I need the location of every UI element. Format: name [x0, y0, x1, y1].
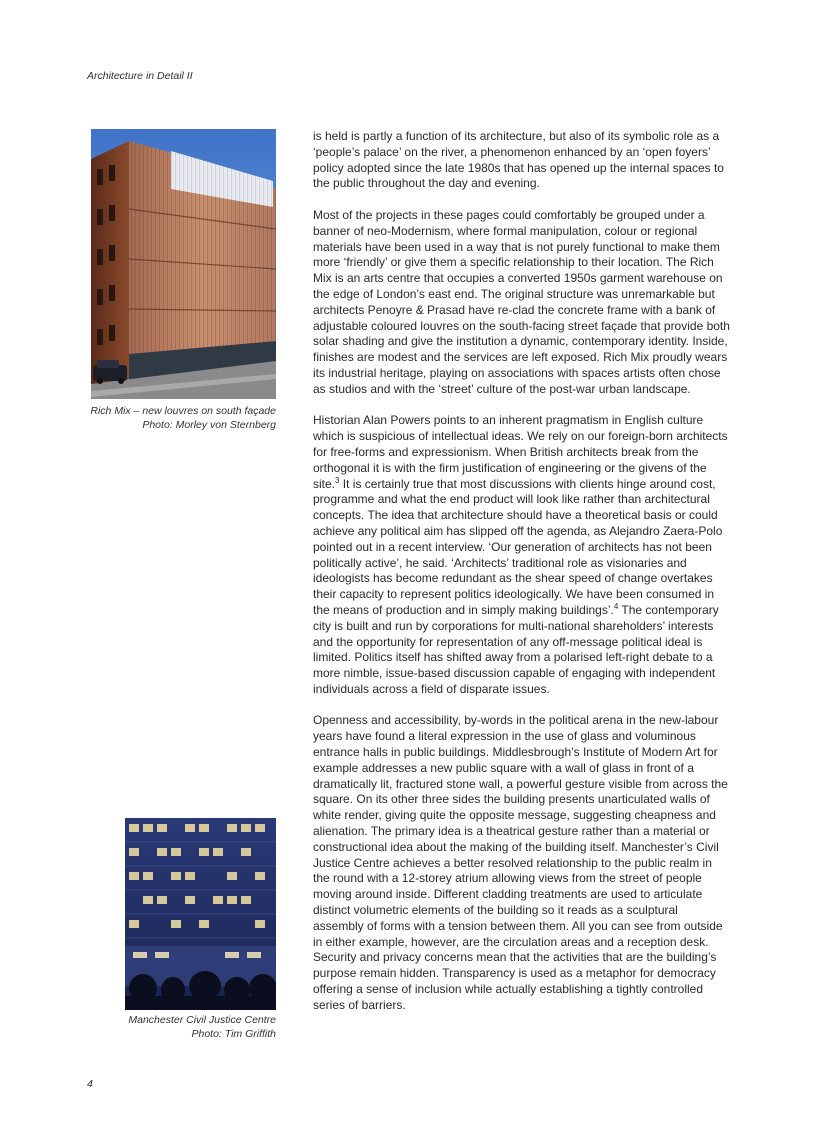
civil-justice-centre-caption — [76, 1013, 276, 1041]
body-text — [313, 129, 731, 1014]
caption-credit: Photo: Tim Griffith — [191, 1028, 276, 1040]
page-number: 4 — [87, 1078, 93, 1090]
rich-mix-photo — [91, 129, 276, 399]
footnote-marker: 4 — [613, 601, 619, 611]
rich-mix-caption — [76, 404, 276, 432]
caption-credit: Photo: Morley von Sternberg — [142, 419, 276, 431]
paragraph: Openness and accessibility, by-words in the political arena in the new-labour years have found a literal expression in the use of glass and voluminous entrance halls in public buildings. Middlesbrough’s Institute of Modern Art for example addresses a new public square with a wall of glass in front of a dramatically lit, fractured stone wall, a powerful gesture visible from across the square. On its other three sides the building presents unarticulated walls of white render, giving quite the opposite message, suggesting cheapness and alienation. The primary idea is a theatrical gesture rather than a material or constructional idea about the making of the building itself. Manchester’s Civil Justice Centre achieves a better resolved relationship to the public realm in the round with a 12-storey atrium allowing views from the street of people moving around inside. Different cladding treatments are used to articulate distinct volumetric elements of the building so it reads as a sculptural assembly of forms with a tension between them. All you can see from outside in either example, however, are the circulation areas and a reception desk. Security and privacy concerns mean that the activities that are the building’s purpose remain hidden. Transparency is used as a metaphor for democracy offering a sense of inclusion while actually establishing a tightly controlled series of barriers. — [313, 713, 728, 1012]
paragraph-part: The contemporary city is built and run by corporations for multi-national shareholders’ interests and the opportunity for representation of any off-message political ideal is limited. Politics itself has shifted away from a polarised left-right debate to a more nimble, issue-based discussion capable of engaging with independent individuals across a field of disparate issues. — [313, 602, 719, 696]
paragraph — [313, 413, 731, 697]
running-head: Architecture in Detail II — [87, 70, 193, 82]
caption-title: Rich Mix – new louvres on south façade — [90, 405, 276, 417]
caption-title: Manchester Civil Justice Centre — [128, 1014, 276, 1026]
paragraph-part: Historian Alan Powers points to an inherent pragmatism in English culture which is suspicious of intellectual ideas. We rely on our foreign-born architects for free-forms and expressionism. When British architects break from the orthogonal it is with the firm justification of engineering or the givens of the site. — [313, 413, 728, 491]
footnote-marker: 3 — [335, 475, 340, 485]
paragraph: is held is partly a function of its architecture, but also of its symbolic role as a ‘people’s palace’ on the river, a phenomenon enhanced by an ‘open foyers’ policy adopted since the late 1980s that has opened up the internal spaces to the public throughout the day and evening. — [313, 129, 724, 191]
paragraph-part: It is certainly true that most discussions with clients hinge around cost, programme and what the end product will look like rather than architectural concepts. The idea that architecture should have a theoretical basis or could achieve any political aim has slipped off the agenda, as Alejandro Zaera-Polo pointed out in a recent interview. ‘Our generation of architects has not been politically active’, he said. ‘Architects’ traditional role as visionaries and ideologists has become redundant as the shear speed of change overtakes their capacity to represent politics ideologically. We have been consumed in the means of production and in simply making buildings’. — [313, 476, 723, 617]
civil-justice-centre-photo — [125, 818, 276, 1010]
paragraph: Most of the projects in these pages could comfortably be grouped under a banner of neo-Modernism, where formal manipulation, colour or regional materials have been used in a way that is not purely functional to make them more ‘friendly’ or give them a specific relationship to their location. The Rich Mix is an arts centre that occupies a converted 1950s garment warehouse on the edge of London’s east end. The original structure was unremarkable but architects Penoyre & Prasad have re-clad the concrete frame with a bank of adjustable coloured louvres on the south-facing street façade that provide both solar shading and give the institution a dynamic, contemporary identity. Inside, finishes are modest and the services are left exposed. Rich Mix proudly wears its industrial heritage, playing on associations with spaces artists often chose as studios and with the ‘street’ culture of the post-war urban landscape. — [313, 207, 730, 396]
